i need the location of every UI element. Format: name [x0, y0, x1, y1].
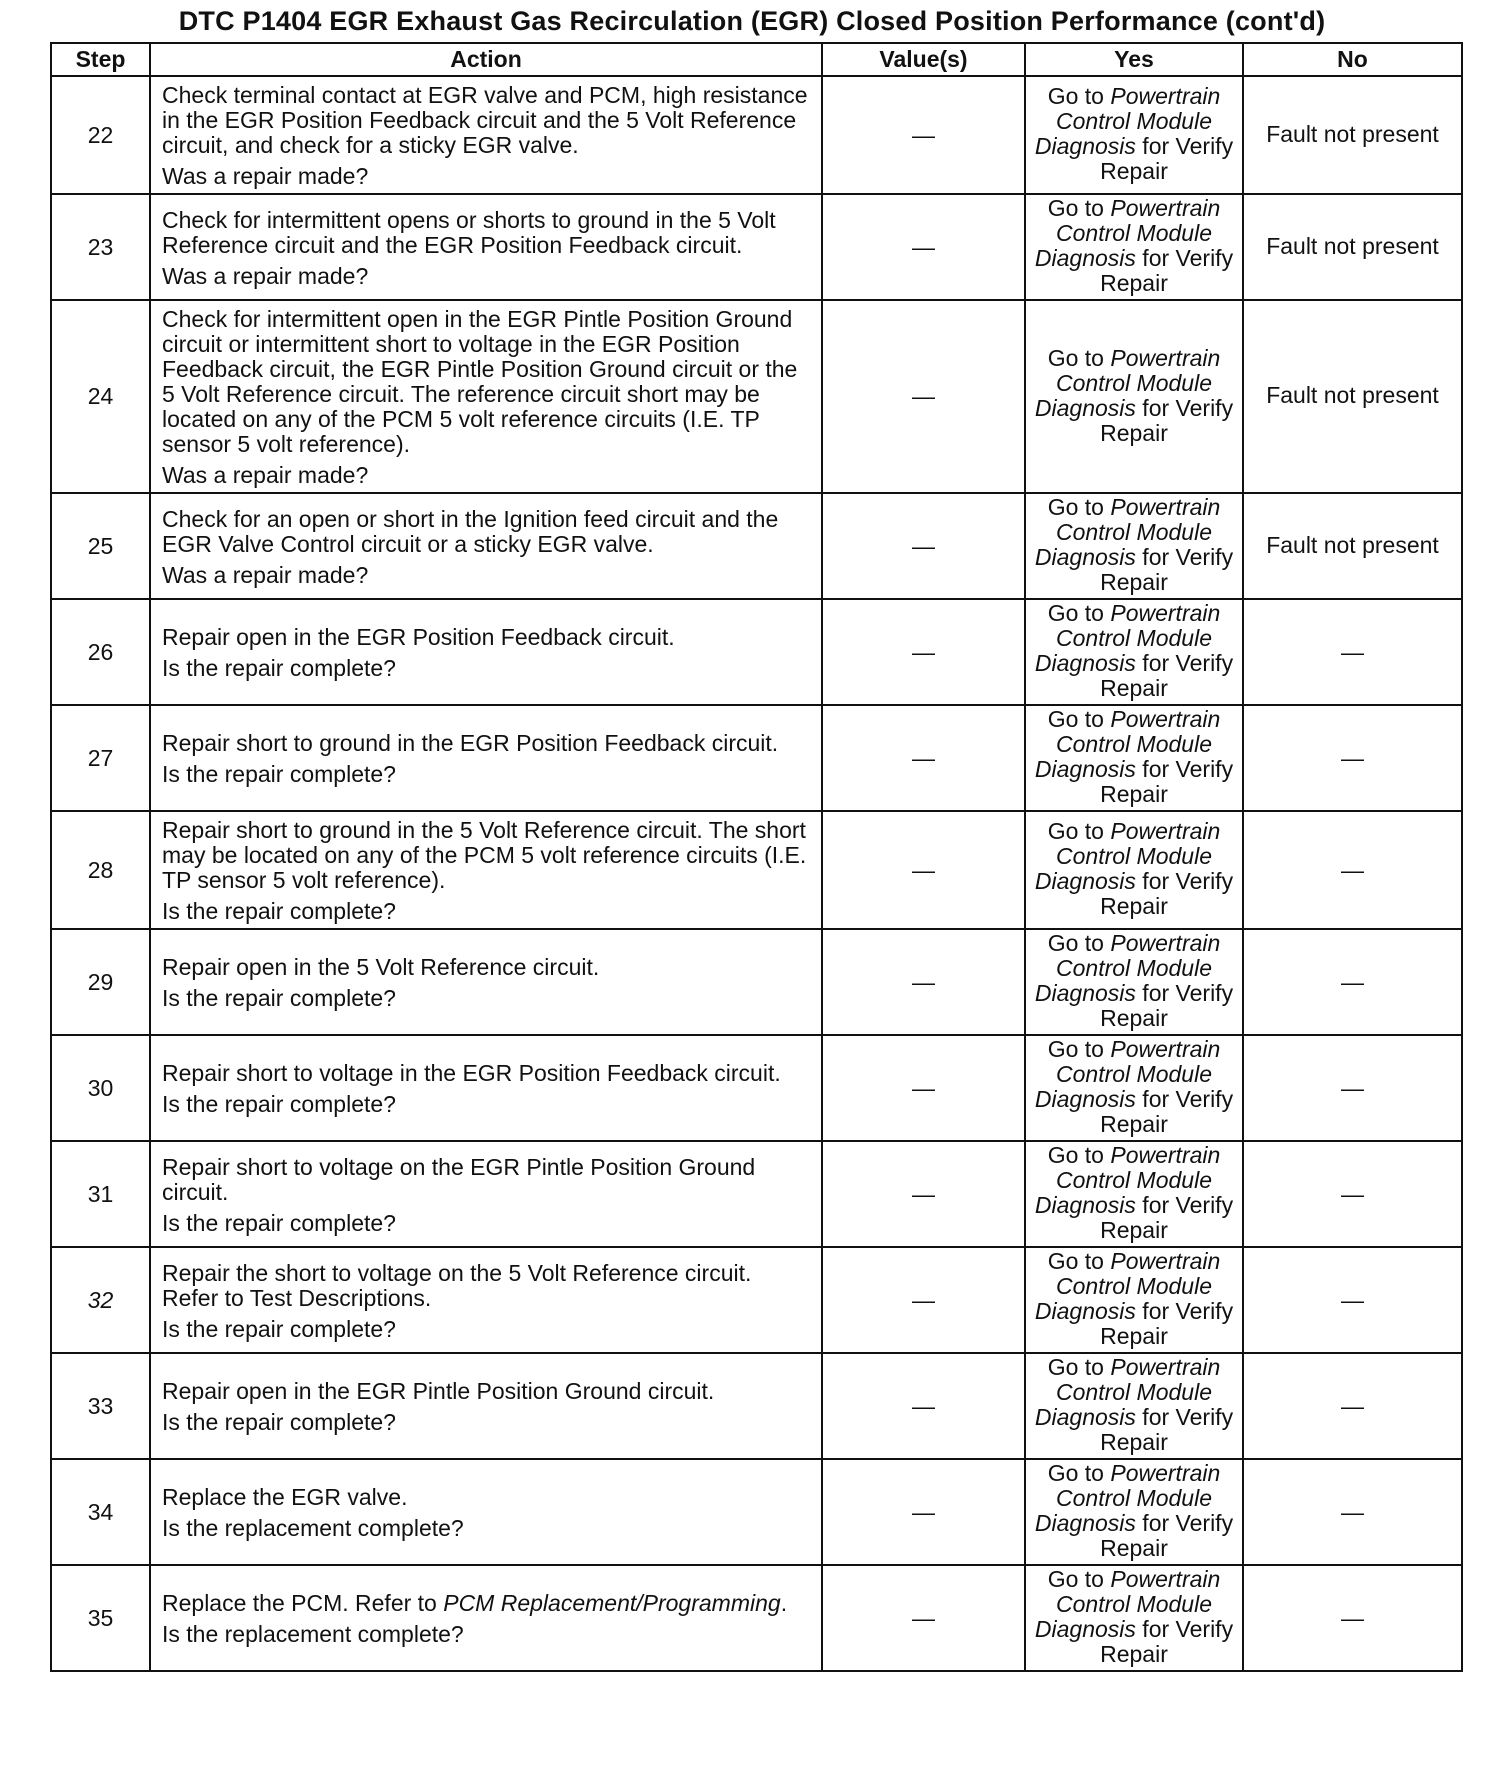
no-cell: Fault not present — [1243, 76, 1462, 194]
action-cell — [150, 493, 822, 599]
yes-link[interactable]: Powertrain Control Module Diagnosis — [1034, 1354, 1221, 1430]
yes-goto: Go to — [1047, 1036, 1111, 1062]
yes-for: for Verify Repair — [1100, 868, 1234, 919]
no-cell: — — [1243, 599, 1462, 705]
page-title: DTC P1404 EGR Exhaust Gas Recirculation (EGR) Closed Position Performance (cont'd) — [178, 6, 1326, 36]
step-number: 22 — [51, 76, 150, 194]
table-row — [51, 705, 1462, 811]
table-row — [51, 1459, 1462, 1565]
action-cell — [150, 194, 822, 300]
value-cell: — — [822, 705, 1025, 811]
yes-link[interactable]: Powertrain Control Module Diagnosis — [1034, 1248, 1221, 1324]
yes-goto: Go to — [1047, 1566, 1111, 1592]
no-cell: — — [1243, 705, 1462, 811]
header-no: No — [1243, 43, 1462, 76]
no-cell: Fault not present — [1243, 300, 1462, 493]
yes-goto: Go to — [1047, 83, 1111, 109]
yes-goto: Go to — [1047, 706, 1111, 732]
step-number: 26 — [51, 599, 150, 705]
action-text: Repair open in the EGR Position Feedback circuit. — [162, 624, 675, 650]
yes-goto: Go to — [1047, 494, 1111, 520]
action-text: Check for an open or short in the Ignition feed circuit and the EGR Valve Control circuit or a sticky EGR valve. — [162, 505, 779, 557]
value-cell: — — [822, 76, 1025, 194]
action-cell — [150, 811, 822, 929]
no-cell: — — [1243, 1353, 1462, 1459]
procedure-link[interactable]: PCM Replacement/Programming — [443, 1590, 781, 1616]
yes-cell — [1025, 1247, 1243, 1353]
value-cell: — — [822, 493, 1025, 599]
value-cell: — — [822, 1459, 1025, 1565]
yes-for: for Verify Repair — [1100, 544, 1234, 595]
action-cell — [150, 1459, 822, 1565]
value-cell: — — [822, 1141, 1025, 1247]
yes-link[interactable]: Powertrain Control Module Diagnosis — [1034, 706, 1221, 782]
yes-cell — [1025, 300, 1243, 493]
no-cell: — — [1243, 929, 1462, 1035]
table-row — [51, 493, 1462, 599]
yes-cell — [1025, 811, 1243, 929]
yes-cell — [1025, 1035, 1243, 1141]
yes-for: for Verify Repair — [1100, 756, 1234, 807]
value-cell: — — [822, 1035, 1025, 1141]
step-number: 31 — [51, 1141, 150, 1247]
yes-link[interactable]: Powertrain Control Module Diagnosis — [1034, 83, 1221, 159]
step-number: 33 — [51, 1353, 150, 1459]
yes-cell — [1025, 1353, 1243, 1459]
yes-link[interactable]: Powertrain Control Module Diagnosis — [1034, 1460, 1221, 1536]
value-cell: — — [822, 300, 1025, 493]
table-row — [51, 1353, 1462, 1459]
value-cell: — — [822, 1353, 1025, 1459]
no-cell: Fault not present — [1243, 194, 1462, 300]
action-question: Is the repair complete? — [162, 1091, 396, 1117]
yes-cell — [1025, 929, 1243, 1035]
yes-cell — [1025, 599, 1243, 705]
yes-goto: Go to — [1047, 600, 1111, 626]
table-row — [51, 1565, 1462, 1671]
no-cell: — — [1243, 1247, 1462, 1353]
action-question: Is the repair complete? — [162, 985, 396, 1011]
no-cell: — — [1243, 1459, 1462, 1565]
action-question: Is the repair complete? — [162, 655, 396, 681]
header-step: Step — [51, 43, 150, 76]
yes-cell — [1025, 1459, 1243, 1565]
yes-for: for Verify Repair — [1100, 1192, 1234, 1243]
action-question: Was a repair made? — [162, 262, 369, 289]
yes-link[interactable]: Powertrain Control Module Diagnosis — [1034, 1566, 1221, 1642]
yes-for: for Verify Repair — [1100, 394, 1234, 446]
action-question: Is the replacement complete? — [162, 1621, 464, 1647]
yes-for: for Verify Repair — [1100, 980, 1234, 1031]
yes-for: for Verify Repair — [1100, 133, 1234, 184]
action-text: Repair short to ground in the EGR Position Feedback circuit. — [162, 730, 779, 756]
action-cell — [150, 1247, 822, 1353]
action-question: Was a repair made? — [162, 561, 369, 588]
yes-cell — [1025, 705, 1243, 811]
action-cell — [150, 300, 822, 493]
step-number: 25 — [51, 493, 150, 599]
yes-goto: Go to — [1047, 344, 1111, 371]
action-text: Check for intermittent open in the EGR Pintle Position Ground circuit or intermittent short to voltage in the EGR Position Feedback circuit, the EGR Pintle Position Ground circuit or the 5 Volt Reference circuit. The reference circuit short may be located on any of the PCM 5 volt reference circuits (I.E. TP sensor 5 volt reference). — [162, 306, 798, 457]
table-row — [51, 599, 1462, 705]
yes-cell — [1025, 1565, 1243, 1671]
action-text: Repair the short to voltage on the 5 Volt Reference circuit. Refer to Test Descriptions. — [162, 1259, 752, 1311]
value-cell: — — [822, 194, 1025, 300]
yes-for: for Verify Repair — [1100, 1086, 1234, 1137]
step-number: 35 — [51, 1565, 150, 1671]
action-question: Is the repair complete? — [162, 1409, 396, 1435]
value-cell: — — [822, 811, 1025, 929]
diagnostic-table — [50, 42, 1463, 1672]
action-text: Check for intermittent opens or shorts to ground in the 5 Volt Reference circuit and the EGR Position Feedback circuit. — [162, 206, 776, 258]
step-number: 34 — [51, 1459, 150, 1565]
no-cell: — — [1243, 811, 1462, 929]
yes-goto: Go to — [1047, 1248, 1111, 1274]
yes-link[interactable]: Powertrain Control Module Diagnosis — [1034, 494, 1221, 570]
no-cell: — — [1243, 1565, 1462, 1671]
yes-link[interactable]: Powertrain Control Module Diagnosis — [1034, 195, 1221, 271]
yes-link[interactable]: Powertrain Control Module Diagnosis — [1034, 818, 1221, 894]
yes-for: for Verify Repair — [1100, 1404, 1234, 1455]
step-number: 24 — [51, 300, 150, 493]
yes-link[interactable]: Powertrain Control Module Diagnosis — [1034, 1036, 1221, 1112]
action-cell — [150, 1141, 822, 1247]
yes-goto: Go to — [1047, 195, 1111, 221]
action-text: Repair open in the EGR Pintle Position Ground circuit. — [162, 1378, 715, 1404]
step-number: 27 — [51, 705, 150, 811]
yes-for: for Verify Repair — [1100, 1298, 1234, 1349]
header-row — [51, 43, 1462, 76]
yes-goto: Go to — [1047, 930, 1111, 956]
action-cell — [150, 705, 822, 811]
action-text: Repair short to voltage on the EGR Pintle Position Ground circuit. — [162, 1153, 756, 1205]
action-cell — [150, 929, 822, 1035]
yes-for: for Verify Repair — [1100, 1616, 1234, 1667]
step-number: 28 — [51, 811, 150, 929]
table-row — [51, 1035, 1462, 1141]
action-cell — [150, 1565, 822, 1671]
no-cell: Fault not present — [1243, 493, 1462, 599]
yes-cell — [1025, 1141, 1243, 1247]
yes-link[interactable]: Powertrain Control Module Diagnosis — [1034, 1142, 1221, 1218]
action-text: Repair short to voltage in the EGR Position Feedback circuit. — [162, 1060, 781, 1086]
step-number: 23 — [51, 194, 150, 300]
yes-goto: Go to — [1047, 818, 1111, 844]
action-text: Repair open in the 5 Volt Reference circuit. — [162, 954, 600, 980]
table-row — [51, 929, 1462, 1035]
table-row — [51, 1247, 1462, 1353]
action-text: Check terminal contact at EGR valve and PCM, high resistance in the EGR Position Feedback circuit and the 5 Volt Reference circuit, and check for a sticky EGR valve. — [162, 82, 808, 158]
step-number: 29 — [51, 929, 150, 1035]
no-cell: — — [1243, 1035, 1462, 1141]
yes-link[interactable]: Powertrain Control Module Diagnosis — [1034, 930, 1221, 1006]
yes-goto: Go to — [1047, 1354, 1111, 1380]
yes-for: for Verify Repair — [1100, 1510, 1234, 1561]
yes-goto: Go to — [1047, 1142, 1111, 1168]
header-values: Value(s) — [822, 43, 1025, 76]
yes-goto: Go to — [1047, 1460, 1111, 1486]
header-action: Action — [150, 43, 822, 76]
table-row — [51, 76, 1462, 194]
yes-link[interactable]: Powertrain Control Module Diagnosis — [1034, 344, 1221, 421]
step-number: 30 — [51, 1035, 150, 1141]
header-yes: Yes — [1025, 43, 1243, 76]
yes-for: for Verify Repair — [1100, 245, 1234, 296]
yes-link[interactable]: Powertrain Control Module Diagnosis — [1034, 600, 1221, 676]
action-text: Replace the PCM. Refer to PCM Replacement/Programming. — [162, 1590, 788, 1616]
action-question: Is the repair complete? — [162, 1315, 396, 1342]
table-row — [51, 300, 1462, 493]
step-number: 32 — [51, 1247, 150, 1353]
table-row — [51, 1141, 1462, 1247]
value-cell: — — [822, 1565, 1025, 1671]
table-row — [51, 194, 1462, 300]
action-cell — [150, 76, 822, 194]
action-cell — [150, 599, 822, 705]
action-question: Was a repair made? — [162, 163, 369, 189]
yes-cell — [1025, 76, 1243, 194]
no-cell: — — [1243, 1141, 1462, 1247]
yes-cell — [1025, 493, 1243, 599]
action-question: Is the replacement complete? — [162, 1515, 464, 1541]
value-cell: — — [822, 1247, 1025, 1353]
value-cell: — — [822, 599, 1025, 705]
action-question: Is the repair complete? — [162, 1209, 396, 1236]
yes-cell — [1025, 194, 1243, 300]
action-question: Is the repair complete? — [162, 761, 396, 787]
action-question: Was a repair made? — [162, 462, 369, 488]
action-text: Replace the EGR valve. — [162, 1484, 408, 1510]
action-question: Is the repair complete? — [162, 898, 396, 924]
table-row — [51, 811, 1462, 929]
action-cell — [150, 1353, 822, 1459]
action-cell — [150, 1035, 822, 1141]
value-cell: — — [822, 929, 1025, 1035]
action-text: Repair short to ground in the 5 Volt Reference circuit. The short may be located on any of the PCM 5 volt reference circuits (I.E. TP sensor 5 volt reference). — [162, 817, 807, 893]
yes-for: for Verify Repair — [1100, 650, 1234, 701]
